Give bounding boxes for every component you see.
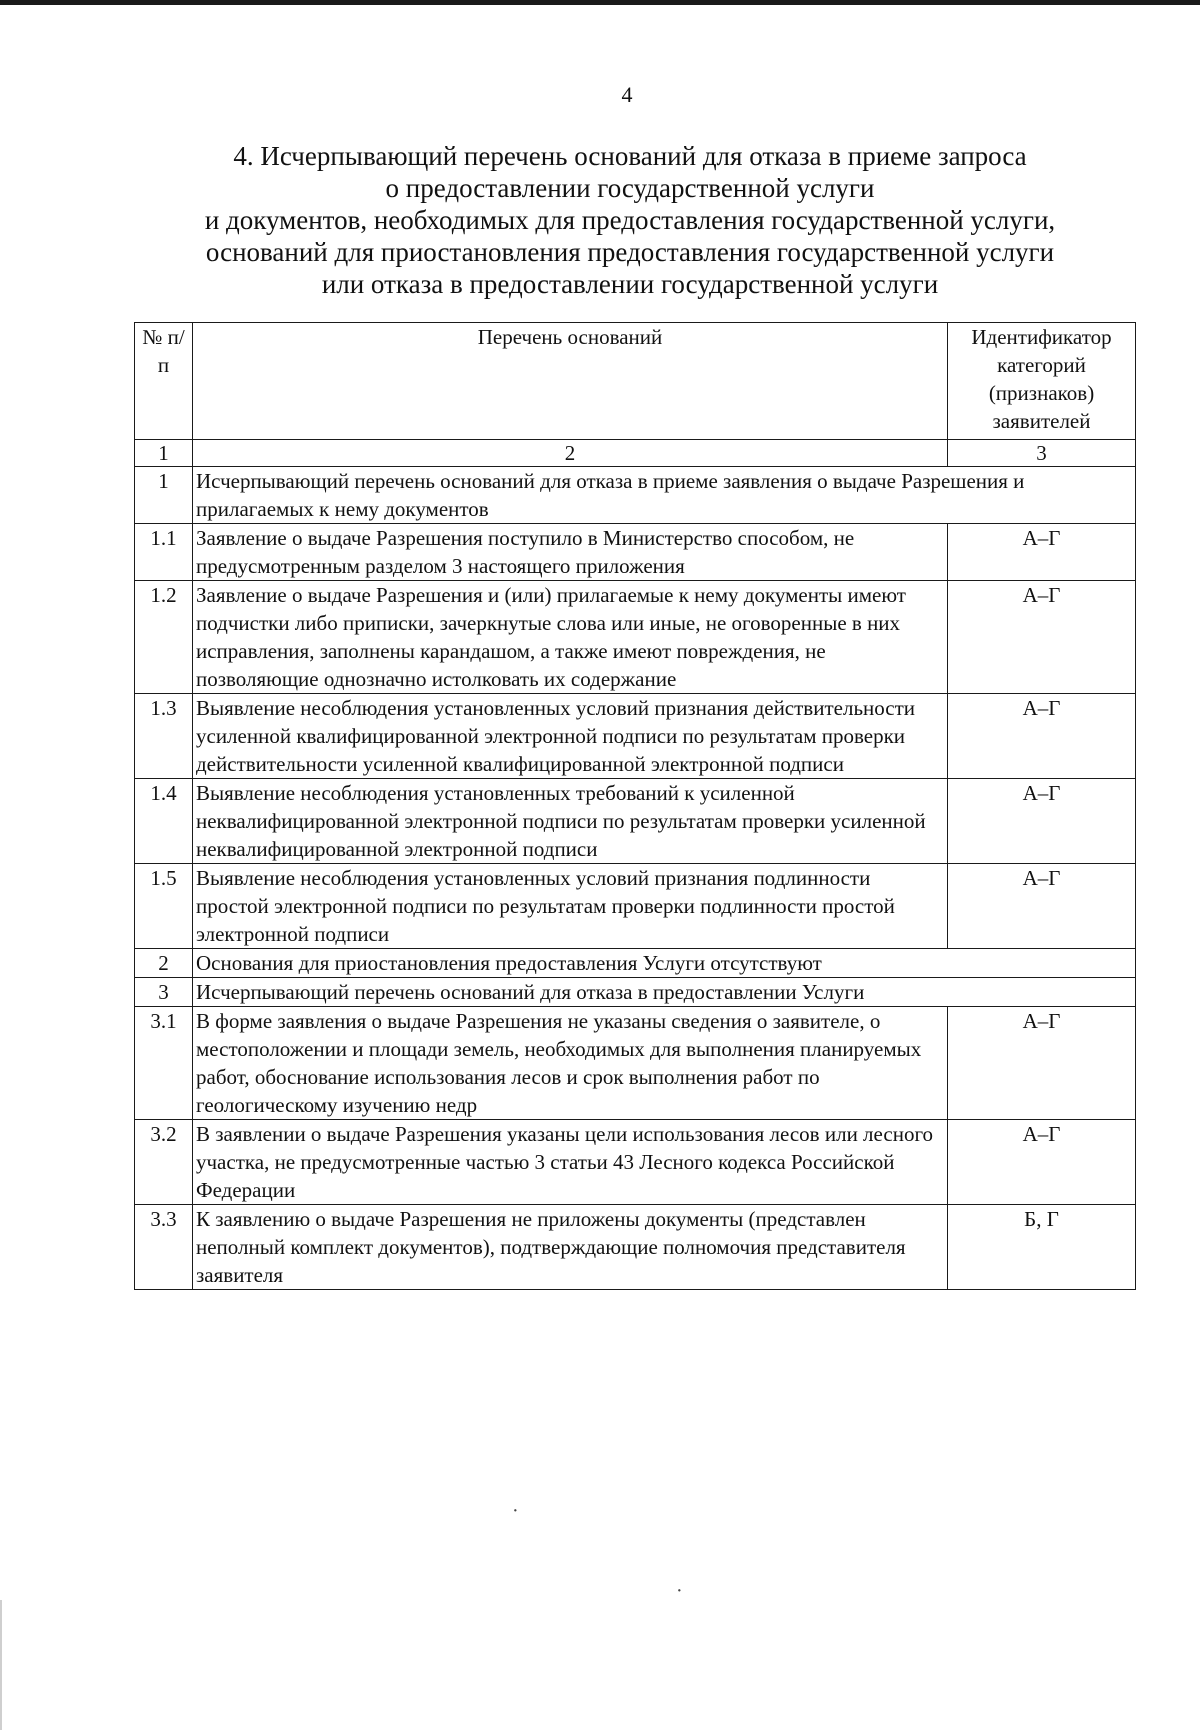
table-row (135, 864, 1136, 949)
row-grounds-text: В форме заявления о выдаче Разрешения не указаны сведения о заявителе, о местоположении и площади земель, необходимых для выполнения планируемых работ, обоснование использования лесов и срок выполнения работ по геологическому изучению недр (193, 1007, 948, 1120)
column-number-row (135, 440, 1136, 467)
header-num: № п/п (135, 323, 193, 440)
row-grounds-text: К заявлению о выдаче Разрешения не приложены документы (представлен неполный комплект документов), подтверждающие полномочия представителя заявителя (193, 1205, 948, 1290)
table-row (135, 694, 1136, 779)
row-grounds-text: Исчерпывающий перечень оснований для отказа в предоставлении Услуги (193, 978, 1136, 1007)
scan-speck: · (512, 1500, 519, 1522)
column-number: 2 (193, 440, 948, 467)
scan-top-border (0, 0, 1200, 5)
grounds-table (134, 322, 1136, 1290)
column-number: 3 (948, 440, 1136, 467)
header-grounds: Перечень оснований (193, 323, 948, 440)
section-title-line: о предоставлении государственной услуги (385, 173, 875, 203)
row-applicant-category: А–Г (948, 694, 1136, 779)
row-number: 3 (135, 978, 193, 1007)
column-number: 1 (135, 440, 193, 467)
row-number: 3.2 (135, 1120, 193, 1205)
table-row (135, 949, 1136, 978)
row-number: 1.3 (135, 694, 193, 779)
row-grounds-text: Заявление о выдаче Разрешения поступило в Министерство способом, не предусмотренным разделом 3 настоящего приложения (193, 524, 948, 581)
row-number: 1.1 (135, 524, 193, 581)
row-grounds-text: Выявление несоблюдения установленных условий признания действительности усиленной квалифицированной электронной подписи по результатам проверки действительности усиленной квалифицированной электронной подписи (193, 694, 948, 779)
table-row (135, 524, 1136, 581)
row-applicant-category: А–Г (948, 779, 1136, 864)
scan-edge-mark (0, 1600, 2, 1730)
section-title-line: или отказа в предоставлении государственной услуги (321, 269, 939, 299)
row-number: 1.5 (135, 864, 193, 949)
row-grounds-text: Исчерпывающий перечень оснований для отказа в приеме заявления о выдаче Разрешения и прилагаемых к нему документов (193, 467, 1136, 524)
row-grounds-text: Заявление о выдаче Разрешения и (или) прилагаемые к нему документы имеют подчистки либо приписки, зачеркнутые слова или иные, не оговоренные в них исправления, заполнены карандашом, а также имеют повреждения, не позволяющие однозначно истолковать их содержание (193, 581, 948, 694)
row-applicant-category: Б, Г (948, 1205, 1136, 1290)
table-row (135, 581, 1136, 694)
section-title (120, 140, 1140, 300)
table-row (135, 1120, 1136, 1205)
row-number: 3.1 (135, 1007, 193, 1120)
grounds-table-body (135, 467, 1136, 1290)
table-header-row (135, 323, 1136, 440)
table-row (135, 467, 1136, 524)
scan-speck: · (676, 1580, 683, 1602)
row-applicant-category: А–Г (948, 581, 1136, 694)
row-number: 1 (135, 467, 193, 524)
row-number: 1.2 (135, 581, 193, 694)
row-grounds-text: Выявление несоблюдения установленных условий признания подлинности простой электронной подписи по результатам проверки подлинности простой электронной подписи (193, 864, 948, 949)
row-number: 3.3 (135, 1205, 193, 1290)
section-title-line: 4. Исчерпывающий перечень оснований для отказа в приеме запроса (233, 141, 1027, 171)
section-title-line: и документов, необходимых для предоставления государственной услуги, (204, 205, 1056, 235)
row-grounds-text: В заявлении о выдаче Разрешения указаны цели использования лесов или лесного участка, не предусмотренные частью 3 статьи 43 Лесного кодекса Российской Федерации (193, 1120, 948, 1205)
page-number: 4 (621, 82, 633, 107)
row-applicant-category: А–Г (948, 1007, 1136, 1120)
row-applicant-category: А–Г (948, 864, 1136, 949)
row-grounds-text: Выявление несоблюдения установленных требований к усиленной неквалифицированной электронной подписи по результатам проверки усиленной неквалифицированной электронной подписи (193, 779, 948, 864)
section-title-line: оснований для приостановления предоставления государственной услуги (205, 237, 1055, 267)
table-row (135, 1205, 1136, 1290)
row-grounds-text: Основания для приостановления предоставления Услуги отсутствуют (193, 949, 1136, 978)
table-row (135, 779, 1136, 864)
row-number: 1.4 (135, 779, 193, 864)
header-identifier: Идентификатор категорий (признаков) заявителей (948, 323, 1136, 440)
row-applicant-category: А–Г (948, 524, 1136, 581)
row-applicant-category: А–Г (948, 1120, 1136, 1205)
row-number: 2 (135, 949, 193, 978)
table-row (135, 1007, 1136, 1120)
table-row (135, 978, 1136, 1007)
